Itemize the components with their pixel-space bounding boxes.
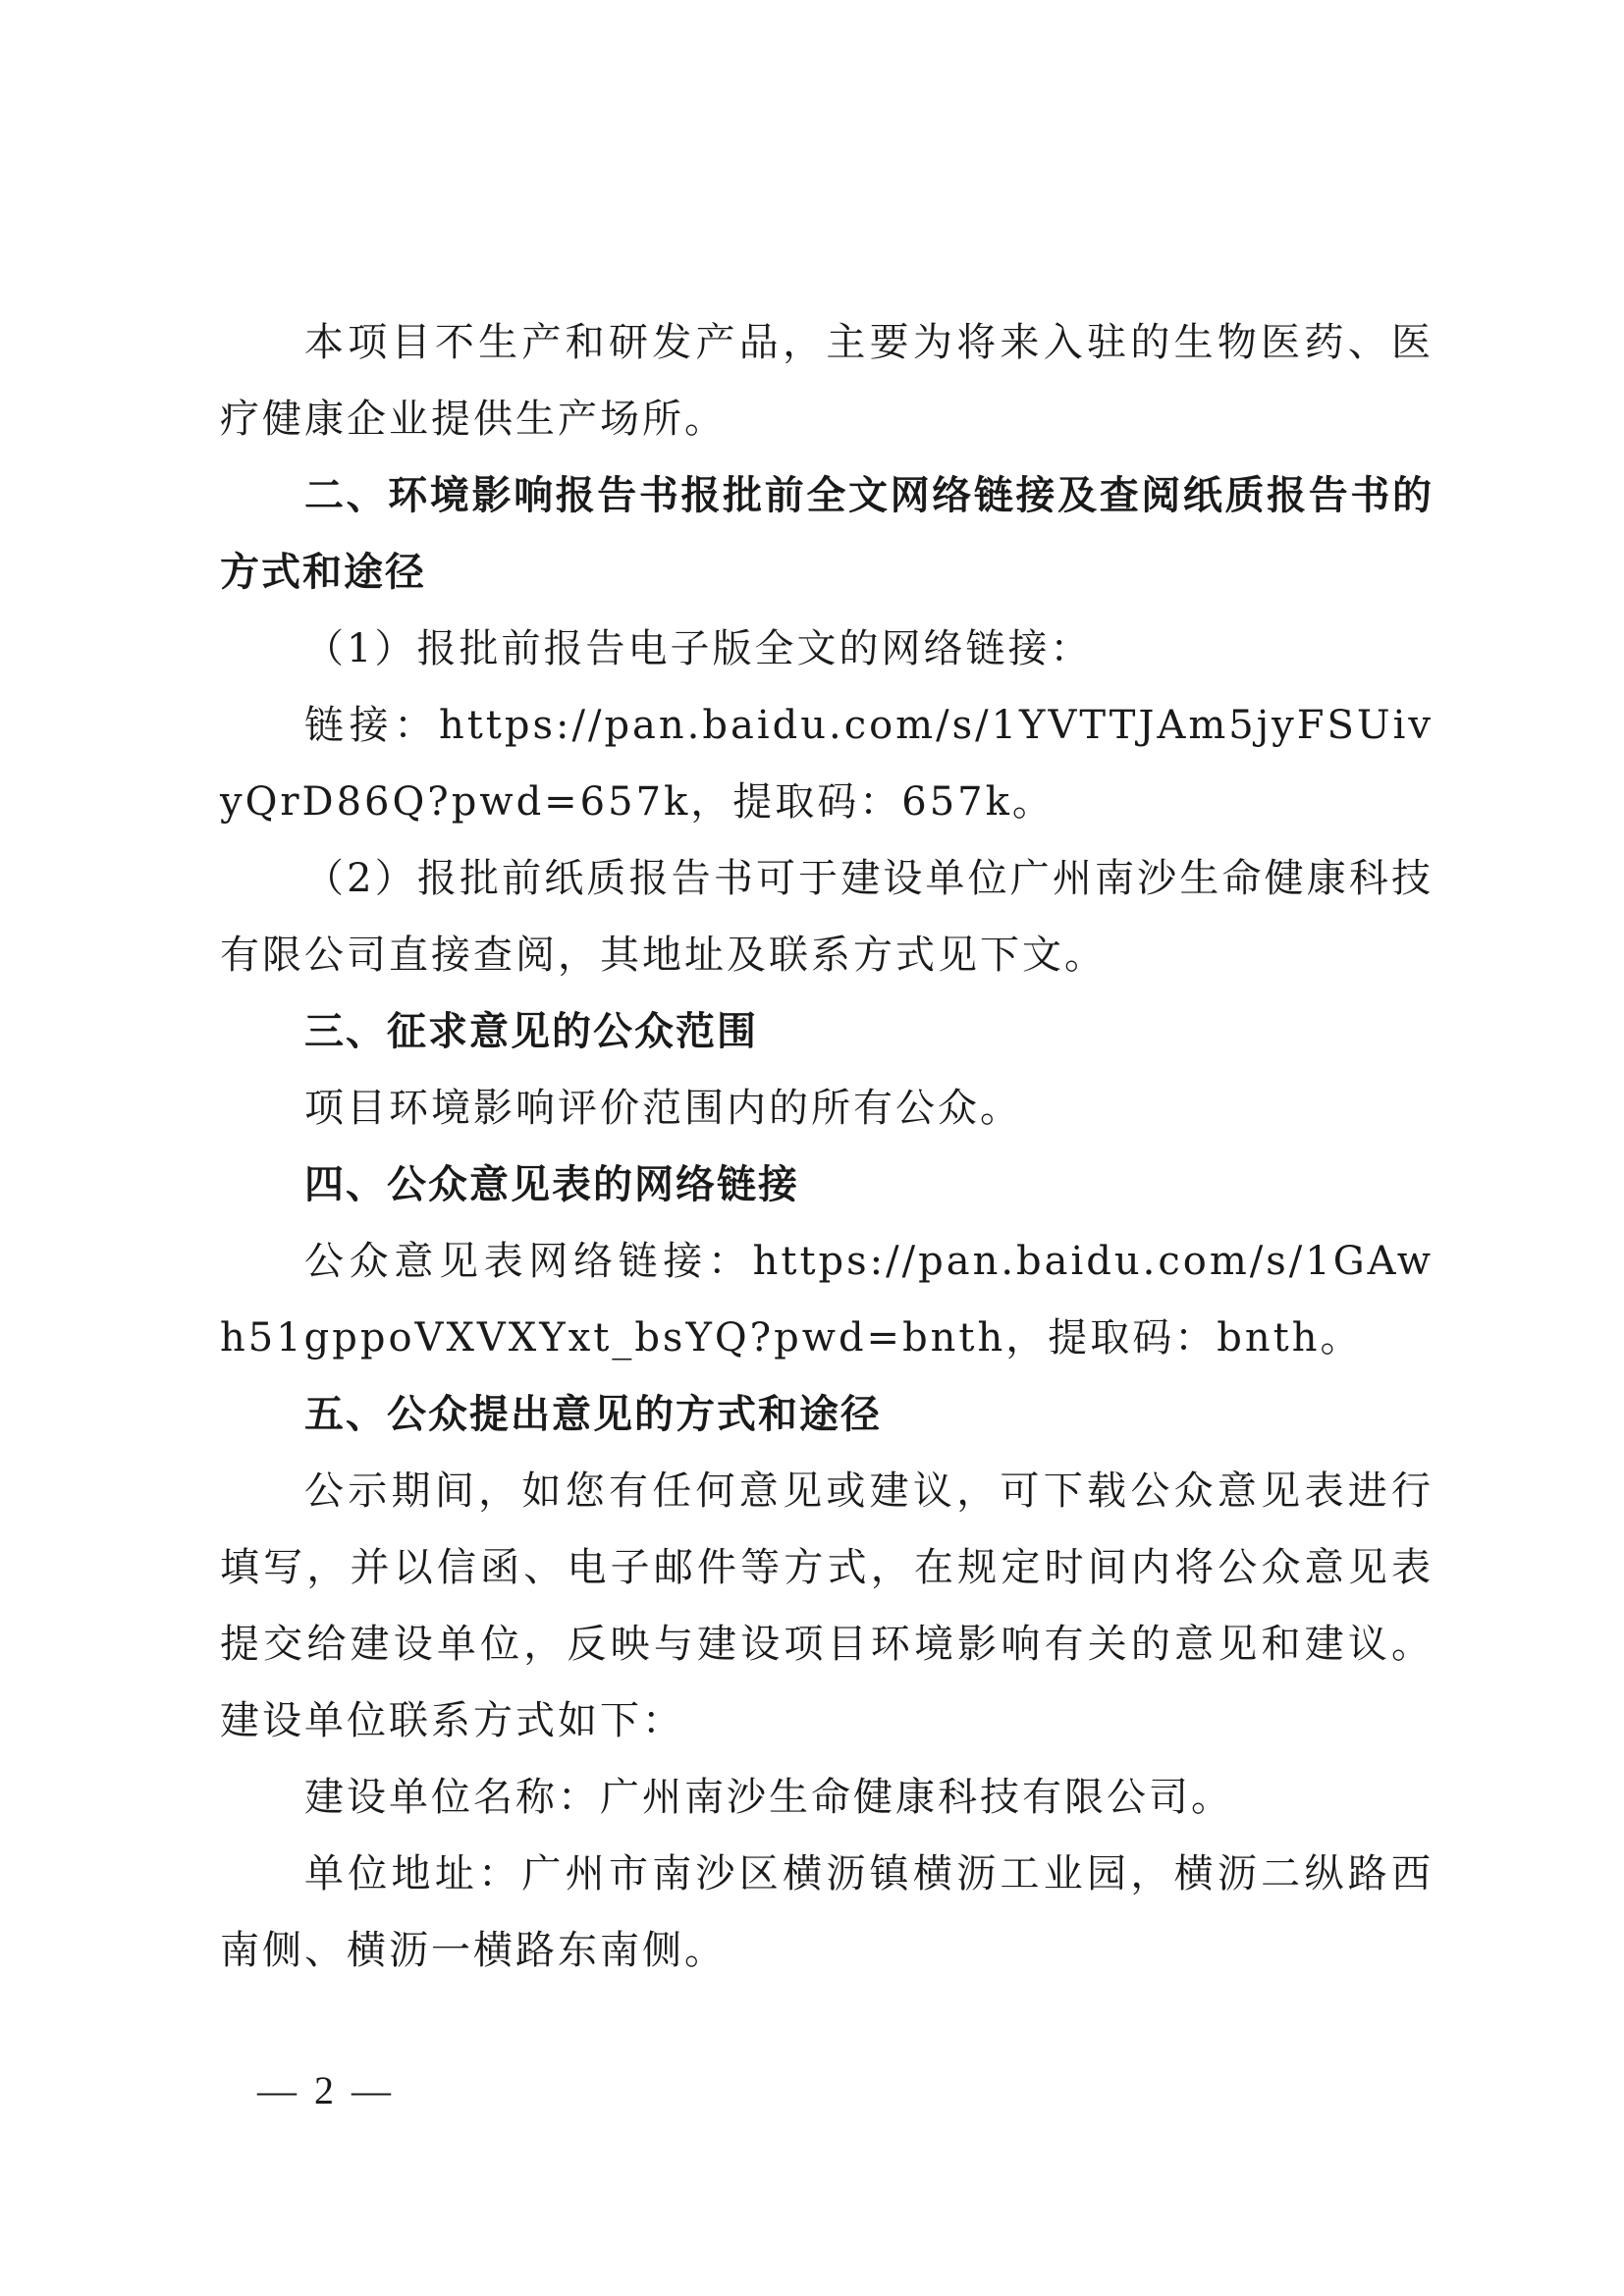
heading-section-2: 二、环境影响报告书报批前全文网络链接及查阅纸质报告书的方式和途径 bbox=[220, 473, 1434, 595]
heading-section-3: 三、征求意见的公众范围 bbox=[304, 1009, 758, 1054]
heading-section-4: 四、公众意见表的网络链接 bbox=[304, 1162, 799, 1207]
paragraph-company-address: 单位地址：广州市南沙区横沥镇横沥工业园，横沥二纵路西南侧、横沥一横路东南侧。 bbox=[220, 1851, 1434, 1973]
paragraph-link-2[interactable]: 公众意见表网络链接：https://pan.baidu.com/s/1GAwh51gppoVXVXYxt_bsYQ?pwd=bnth，提取码：bnth。 bbox=[220, 1239, 1434, 1361]
paragraph-intro: 本项目不生产和研发产品，主要为将来入驻的生物医药、医疗健康企业提供生产场所。 bbox=[220, 320, 1434, 442]
paragraph-scope: 项目环境影响评价范围内的所有公众。 bbox=[304, 1086, 1022, 1131]
document-body bbox=[220, 304, 1434, 1989]
paragraph-link-1[interactable]: 链接：https://pan.baidu.com/s/1YVTTJAm5jyFSUivyQrD86Q?pwd=657k，提取码：657k。 bbox=[220, 703, 1434, 825]
paragraph-company-name: 建设单位名称：广州南沙生命健康科技有限公司。 bbox=[304, 1775, 1233, 1820]
paragraph-item-1: （1）报批前报告电子版全文的网络链接： bbox=[304, 626, 1093, 671]
heading-section-5: 五、公众提出意见的方式和途径 bbox=[304, 1392, 882, 1437]
paragraph-method: 公示期间，如您有任何意见或建议，可下载公众意见表进行填写，并以信函、电子邮件等方式，在规定时间内将公众意见表提交给建设单位，反映与建设项目环境影响有关的意见和建议。建设单位联系方式如下： bbox=[220, 1468, 1434, 1743]
paragraph-item-2: （2）报批前纸质报告书可于建设单位广州南沙生命健康科技有限公司直接查阅，其地址及联系方式见下文。 bbox=[220, 856, 1434, 978]
page-number: — 2 — bbox=[257, 2068, 395, 2112]
